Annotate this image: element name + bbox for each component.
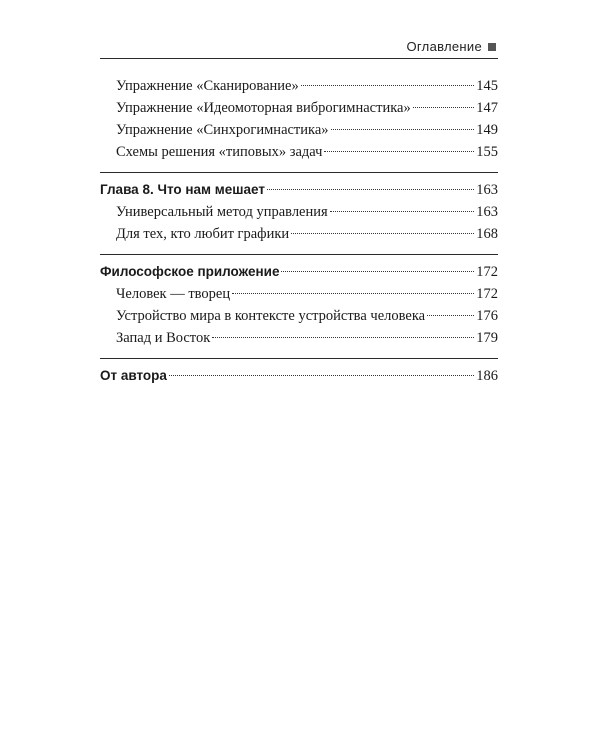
toc-chapter-title: От автора (100, 368, 167, 383)
toc-block-exercises (100, 75, 498, 163)
toc-entry-title: Упражнение «Синхрогимнастика» (116, 122, 329, 138)
dot-leader (267, 189, 474, 190)
toc-entry-page: 155 (476, 144, 498, 160)
dot-leader (331, 129, 475, 130)
toc-entry-title: Устройство мира в контексте устройства человека (116, 308, 426, 324)
dot-leader (324, 151, 474, 152)
toc-entry-title: Упражнение «Сканирование» (116, 78, 299, 94)
toc-block-afterword (100, 358, 498, 387)
square-bullet-icon (488, 43, 496, 51)
toc-entry-title: Запад и Восток (116, 330, 211, 346)
toc-entry[interactable] (100, 201, 498, 223)
toc-entry-title: Человек — творец (116, 286, 231, 302)
dot-leader (281, 271, 474, 272)
dot-leader (232, 293, 474, 294)
toc-entry[interactable] (100, 283, 498, 305)
toc-entry[interactable] (100, 119, 498, 141)
toc-chapter-entry[interactable] (100, 261, 498, 283)
toc-chapter-entry[interactable] (100, 365, 498, 387)
toc-entry[interactable] (100, 327, 498, 349)
running-header-title: Оглавление (406, 39, 482, 54)
dot-leader (291, 233, 474, 234)
dot-leader (413, 107, 475, 108)
toc-entry-page: 149 (476, 122, 498, 138)
dot-leader (212, 337, 474, 338)
toc-entry-page: 163 (476, 182, 498, 198)
toc-entry-page: 147 (476, 100, 498, 116)
toc-entry[interactable] (100, 97, 498, 119)
toc-entry-page: 172 (476, 264, 498, 280)
toc-entry-title: Универсальный метод управления (116, 204, 328, 220)
toc-entry-title: Схемы решения «типовых» задач (116, 144, 323, 160)
toc-entry-page: 168 (476, 226, 498, 242)
dot-leader (330, 211, 475, 212)
toc-chapter-title: Глава 8. Что нам мешает (100, 182, 265, 197)
running-header (100, 34, 498, 59)
table-of-contents (100, 75, 498, 387)
dot-leader (169, 375, 474, 376)
toc-block-chapter-8 (100, 172, 498, 245)
toc-entry-page: 179 (476, 330, 498, 346)
toc-entry[interactable] (100, 223, 498, 245)
dot-leader (301, 85, 475, 86)
toc-entry[interactable] (100, 141, 498, 163)
toc-entry-page: 186 (476, 368, 498, 384)
toc-entry-page: 163 (476, 204, 498, 220)
toc-entry-page: 176 (476, 308, 498, 324)
toc-entry-title: Для тех, кто любит графики (116, 226, 290, 242)
toc-block-appendix (100, 254, 498, 349)
toc-entry[interactable] (100, 305, 498, 327)
dot-leader (427, 315, 474, 316)
toc-entry-title: Упражнение «Идеомоторная виброгимнастика» (116, 100, 411, 116)
toc-entry[interactable] (100, 75, 498, 97)
toc-entry-page: 172 (476, 286, 498, 302)
toc-entry-page: 145 (476, 78, 498, 94)
toc-chapter-entry[interactable] (100, 179, 498, 201)
toc-chapter-title: Философское приложение (100, 264, 280, 279)
